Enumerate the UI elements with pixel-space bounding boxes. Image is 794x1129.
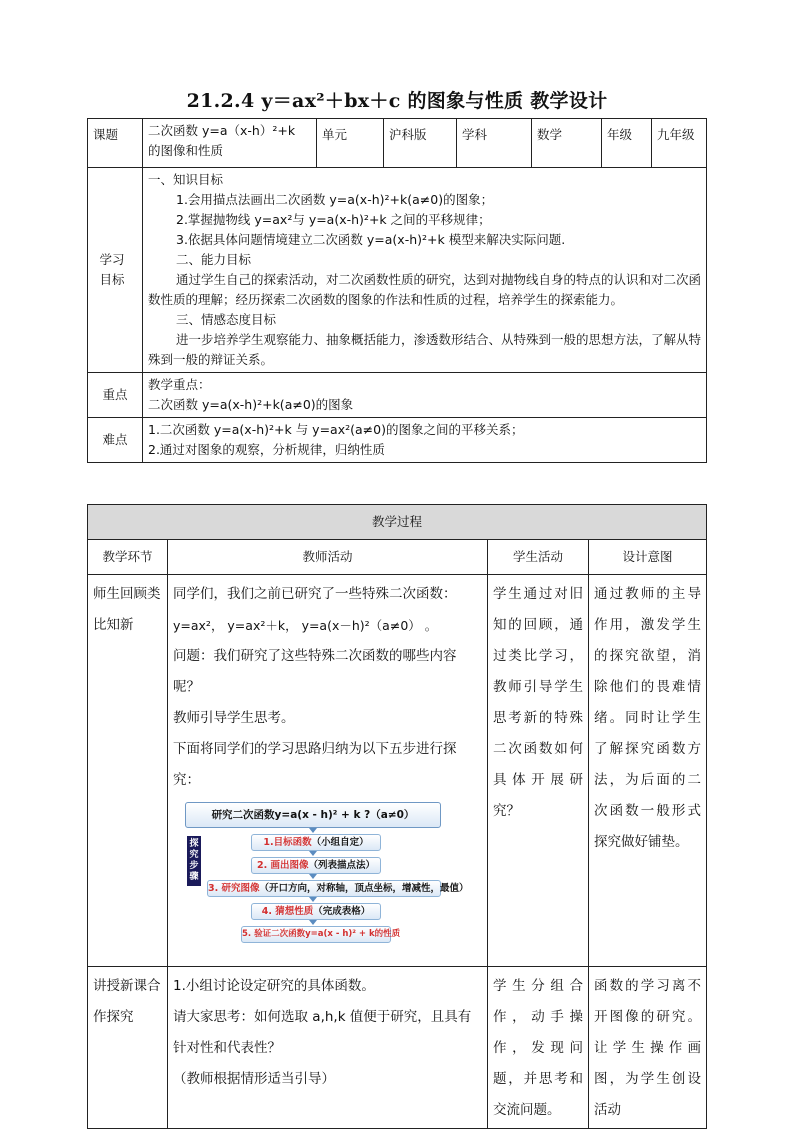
- design-intent-new: 函数的学习离不开图像的研究。让学生操作画图，为学生创设活动: [589, 967, 707, 1129]
- flow-arrow-icon: [309, 828, 317, 833]
- goals-content: [143, 168, 707, 373]
- process-row-new: [88, 967, 707, 1129]
- focus-row: [88, 373, 707, 418]
- teacher-new-line-2: 请大家思考：如何选取 a,h,k 值便于研究，且具有针对性和代表性？: [173, 1009, 472, 1056]
- difficulty-row: [88, 418, 707, 463]
- header-intent: 设计意图: [589, 540, 707, 575]
- difficulty-line-1: 1.二次函数 y=a(x-h)²+k 与 y=ax²(a≠0)的图象之间的平移关系；: [148, 422, 524, 437]
- page-title: 21.2.4 y＝ax²＋bx＋c 的图象与性质 教学设计: [186, 90, 608, 112]
- difficulty-line-2: 2.通过对图象的观察，分析规律，归纳性质: [148, 442, 385, 457]
- flow-step-1: 1.目标函数（小组自定）: [251, 834, 381, 851]
- goals-label: 学习目标: [88, 168, 143, 373]
- process-title: 教学过程: [88, 505, 707, 540]
- flow-arrow-icon: [309, 874, 317, 879]
- process-title-row: [88, 505, 707, 540]
- inquiry-steps-diagram: [185, 802, 469, 962]
- focus-label: 重点: [88, 373, 143, 418]
- header-student: 学生活动: [488, 540, 589, 575]
- goals-knowledge-heading: 一、知识目标: [148, 172, 224, 187]
- header-stage: 教学环节: [88, 540, 168, 575]
- topic-label: 课题: [88, 119, 143, 168]
- flow-side-label: 探究步骤: [187, 836, 201, 886]
- teacher-activity-new: [168, 967, 488, 1129]
- process-header-row: [88, 540, 707, 575]
- process-table: [87, 504, 707, 1129]
- header-teacher: 教师活动: [168, 540, 488, 575]
- unit-value: 沪科版: [384, 119, 457, 168]
- teacher-line-5: 下面将同学们的学习思路归纳为以下五步进行探究：: [173, 741, 457, 788]
- subject-label: 学科: [457, 119, 532, 168]
- grade-value: 九年级: [652, 119, 707, 168]
- difficulty-label: 难点: [88, 418, 143, 463]
- process-row-review: [88, 575, 707, 967]
- focus-line-1: 教学重点：: [148, 377, 211, 392]
- stage-review: 师生回顾类比知新: [88, 575, 168, 967]
- goals-knowledge-3: 3.依据具体问题情境建立二次函数 y=a(x-h)²+k 模型来解决实际问题.: [176, 232, 566, 247]
- teacher-activity-review: [168, 575, 488, 967]
- goals-ability-heading: 二、能力目标: [176, 252, 252, 267]
- goals-ability-text: 通过学生自己的探索活动，对二次函数性质的研究，达到对抛物线自身的特点的认识和对二次函数性质的理解；经历探索二次函数的图象的作法和性质的过程，培养学生的探索能力。: [148, 272, 702, 307]
- teacher-line-2: y=ax²， y=ax²＋k， y=a(x－h)²（a≠0） 。: [173, 618, 438, 633]
- subject-value: 数学: [532, 119, 602, 168]
- flow-step-3: 3. 研究图像（开口方向，对称轴，顶点坐标，增减性，最值）: [207, 880, 441, 897]
- goals-row: [88, 168, 707, 373]
- flow-arrow-icon: [309, 897, 317, 902]
- goals-emotion-heading: 三、情感态度目标: [176, 312, 277, 327]
- topic-row: [88, 119, 707, 168]
- unit-label: 单元: [317, 119, 384, 168]
- focus-line-2: 二次函数 y=a(x-h)²+k(a≠0)的图象: [148, 397, 354, 412]
- flow-step-4: 4. 猜想性质（完成表格）: [251, 903, 381, 920]
- flow-arrow-icon: [309, 920, 317, 925]
- goals-emotion-text: 进一步培养学生观察能力、抽象概括能力，渗透数形结合、从特殊到一般的思想方法，了解从特殊到一般的辩证关系。: [148, 332, 702, 367]
- stage-new: 讲授新课合作探究: [88, 967, 168, 1129]
- goals-knowledge-2: 2.掌握抛物线 y=ax²与 y=a(x-h)²+k 之间的平移规律；: [176, 212, 491, 227]
- grade-label: 年级: [602, 119, 652, 168]
- flow-step-2: 2. 画出图像（列表描点法）: [251, 857, 381, 874]
- flow-arrow-icon: [309, 851, 317, 856]
- flow-head: 研究二次函数y=a(x - h)² + k ?（a≠0）: [185, 802, 441, 828]
- goals-knowledge-1: 1.会用描点法画出二次函数 y=a(x-h)²+k(a≠0)的图象；: [176, 192, 494, 207]
- difficulty-content: [143, 418, 707, 463]
- design-intent-review: 通过教师的主导作用，激发学生的探究欲望，消除他们的畏难情绪。同时让学生了解探究函数方法，为后面的二次函数一般形式探究做好铺垫。: [589, 575, 707, 967]
- teacher-line-4: 教师引导学生思考。: [173, 710, 295, 726]
- teacher-line-1: 同学们，我们之前已研究了一些特殊二次函数：: [173, 586, 457, 602]
- teacher-new-line-3: （教师根据情形适当引导）: [173, 1071, 335, 1087]
- student-activity-new: 学生分组合作，动手操作，发现问题，并思考和交流问题。: [488, 967, 589, 1129]
- student-activity-review: 学生通过对旧知的回顾，通过类比学习，教师引导学生思考新的特殊二次函数如何具体开展研究？: [488, 575, 589, 967]
- focus-content: [143, 373, 707, 418]
- teacher-line-3: 问题：我们研究了这些特殊二次函数的哪些内容呢？: [173, 648, 457, 695]
- topic-value: 二次函数 y=a（x-h）²+k 的图像和性质: [143, 119, 317, 168]
- teacher-new-line-1: 1.小组讨论设定研究的具体函数。: [173, 978, 375, 994]
- flow-step-5: 5. 验证二次函数y=a(x - h)² + k的性质: [241, 926, 391, 943]
- info-table: [87, 118, 707, 463]
